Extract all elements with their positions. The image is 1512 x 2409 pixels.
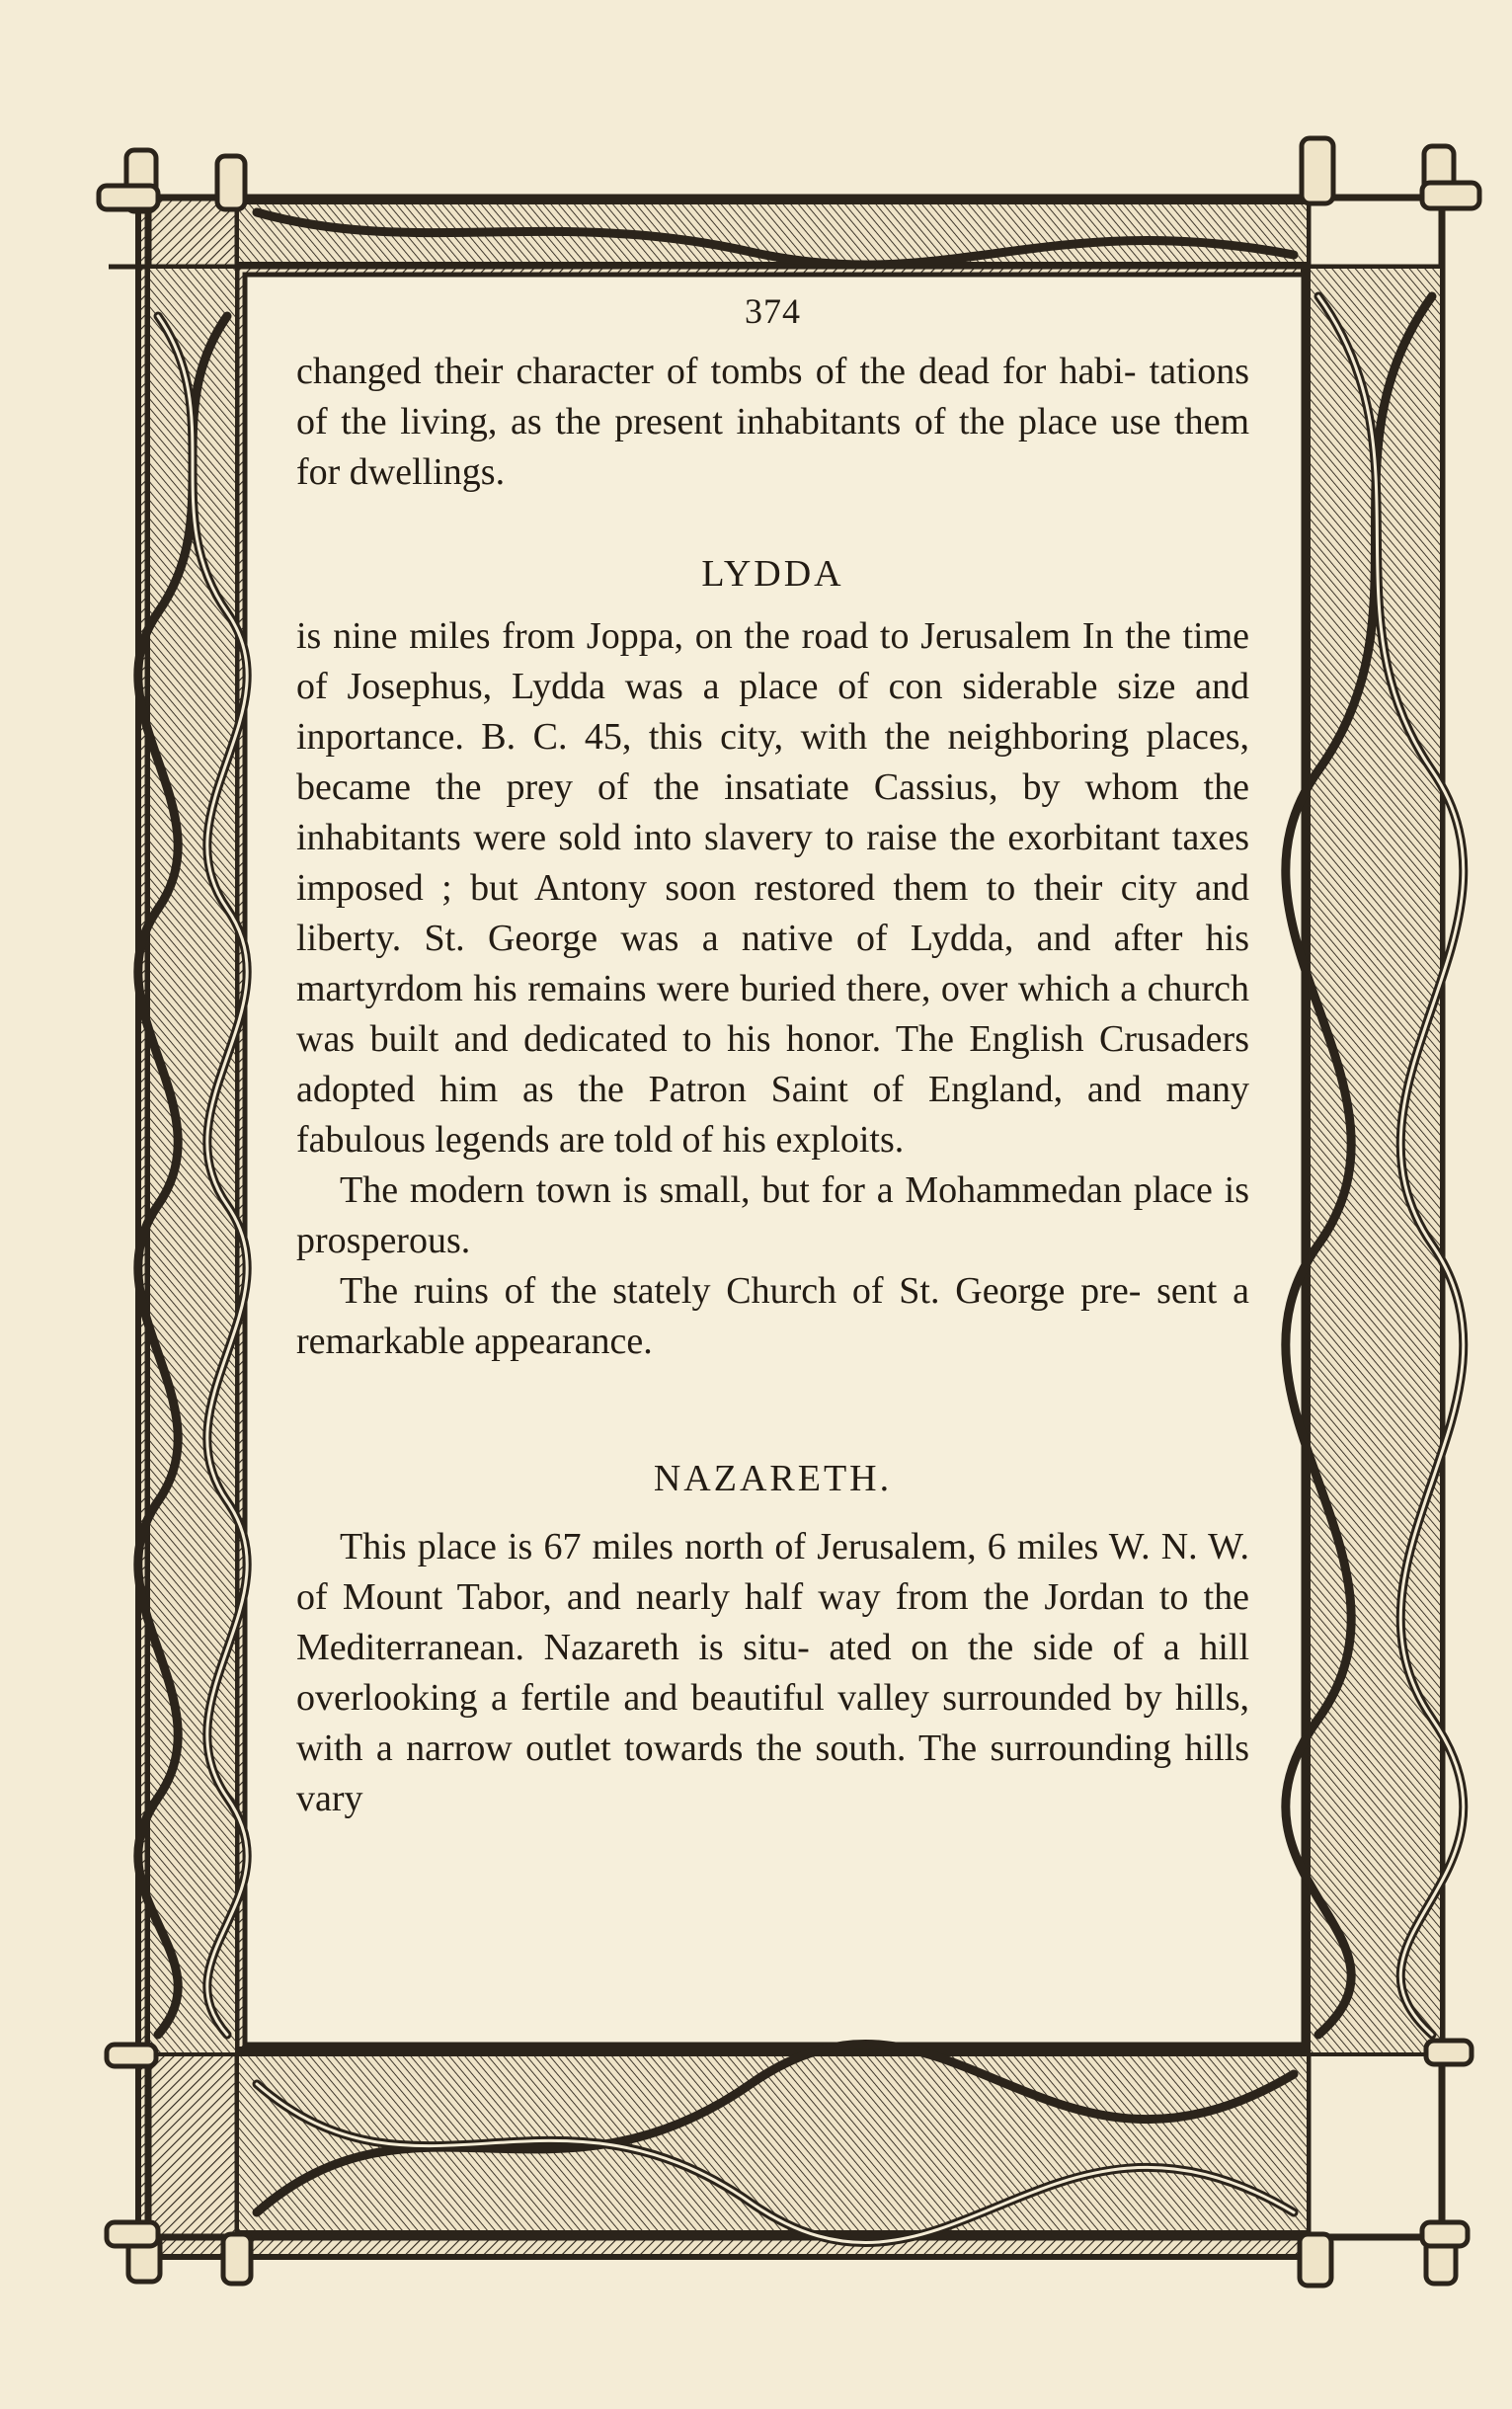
lydda-paragraph-1: is nine miles from Joppa, on the road to Jerusalem In the time of Josephus, Lydda was a place of con siderable size and inportance. B. C. 45, this city, with the neighboring places, became the prey of the insatiate Cassius, by whom the inhabitants were sold into slavery to raise the exorbitant taxes imposed ; but Antony soon restored them to their city and liberty. St. George was a native of Lydda, and after his martyrdom his remains were buried there, over which a church was built and dedicated to his honor. The English Crusaders adopted him as the Patron Saint of England, and many fabulous legends are told of his exploits.	[296, 615, 1249, 1161]
intro-paragraph: changed their character of tombs of the dead for habi- tations of the living, as the present inhabitants of the place use them for dwellings.	[296, 351, 1249, 493]
nazareth-paragraph-1: This place is 67 miles north of Jerusalem, 6 miles W. N. W. of Mount Tabor, and nearly half way from the Jordan to the Mediterranean. Nazareth is situ- ated on the side of a hill overlooking a fertile and beautiful valley surrounded by hills, with a narrow outlet towards the south. The surrounding hills vary	[296, 1526, 1249, 1819]
page-number: 374	[745, 291, 801, 331]
section-heading-nazareth: NAZARETH.	[653, 1458, 893, 1499]
page-text	[296, 286, 1249, 1824]
lydda-paragraph-3: The ruins of the stately Church of St. George pre- sent a remarkable appearance.	[296, 1270, 1249, 1362]
lydda-paragraph-2: The modern town is small, but for a Mohammedan place is prosperous.	[296, 1169, 1249, 1261]
section-heading-lydda: LYDDA	[701, 553, 844, 595]
